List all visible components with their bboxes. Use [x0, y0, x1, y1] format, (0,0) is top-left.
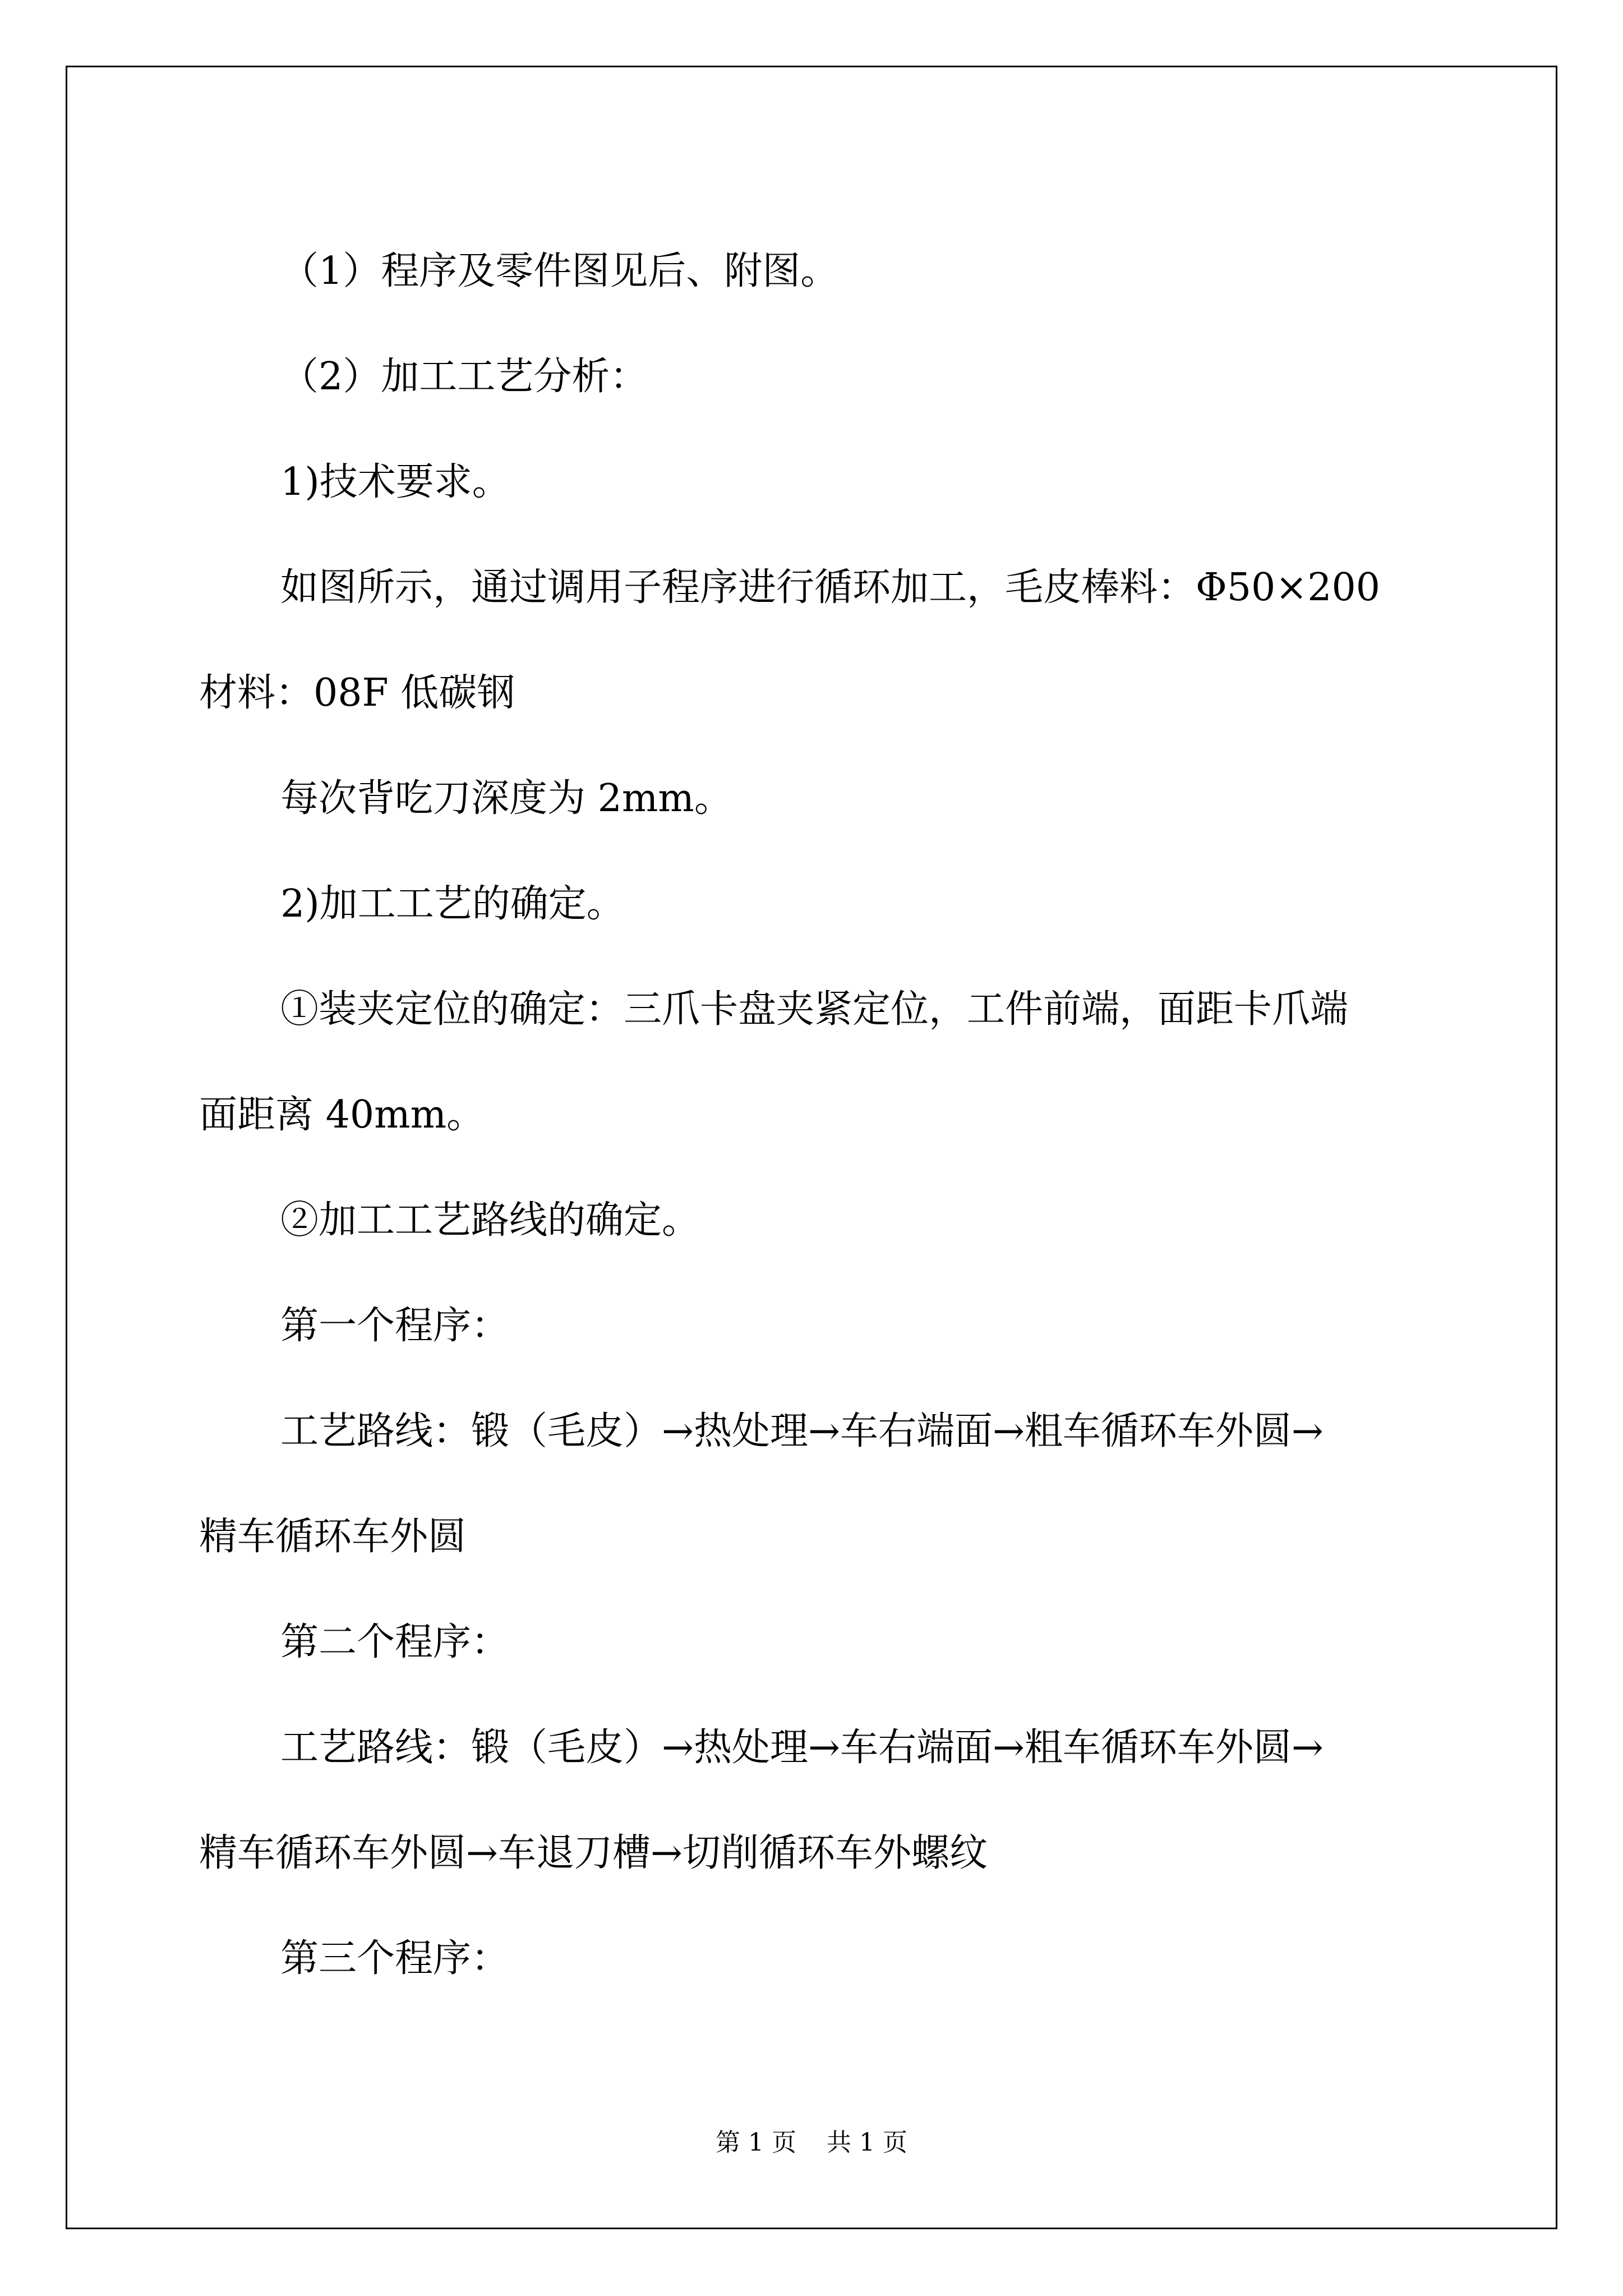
paragraph-line: ①装夹定位的确定：三爪卡盘夹紧定位，工件前端，面距卡爪端 [280, 987, 1349, 1032]
paragraph-7 [199, 957, 1427, 1168]
paragraph-line: （1）程序及零件图见后、附图。 [280, 249, 839, 293]
paragraph-1 [199, 219, 1427, 324]
paragraph-13 [199, 1906, 1427, 2012]
paragraph-line: （2）加工工艺分析： [280, 355, 648, 399]
paragraph-line: 精车循环车外圆→车退刀槽→切削循环车外螺纹 [199, 1831, 988, 1875]
paragraph-3 [199, 430, 1427, 535]
page-number: 第 1 页 [716, 2128, 796, 2157]
paragraph-line: 工艺路线：锻（毛皮）→热处理→车右端面→粗车循环车外圆→ [280, 1409, 1324, 1453]
paragraph-line: 每次背吃刀深度为 2mm。 [280, 776, 732, 821]
paragraph-line: ②加工工艺路线的确定。 [280, 1198, 700, 1243]
document-body [199, 219, 1427, 2012]
paragraph-6 [199, 852, 1427, 957]
paragraph-line: 工艺路线：锻（毛皮）→热处理→车右端面→粗车循环车外圆→ [280, 1726, 1324, 1770]
paragraph-2 [199, 324, 1427, 430]
paragraph-line: 2)加工工艺的确定。 [280, 882, 625, 926]
page-footer [0, 2126, 1623, 2160]
paragraph-line: 第三个程序： [280, 1936, 510, 1981]
paragraph-line: 第一个程序： [280, 1304, 510, 1348]
paragraph-4 [199, 535, 1427, 746]
page-total: 共 1 页 [827, 2128, 907, 2157]
paragraph-line: 材料：08F 低碳钢 [199, 671, 515, 715]
paragraph-8 [199, 1168, 1427, 1273]
paragraph-10 [199, 1379, 1427, 1590]
paragraph-line: 精车循环车外圆 [199, 1515, 467, 1559]
paragraph-line: 1)技术要求。 [280, 460, 510, 504]
paragraph-line: 面距离 40mm。 [199, 1093, 485, 1137]
paragraph-12 [199, 1695, 1427, 1906]
paragraph-line: 如图所示，通过调用子程序进行循环加工，毛皮棒料：Φ50×200 [280, 565, 1381, 610]
paragraph-5 [199, 746, 1427, 852]
paragraph-line: 第二个程序： [280, 1620, 510, 1664]
paragraph-11 [199, 1590, 1427, 1695]
paragraph-9 [199, 1273, 1427, 1379]
